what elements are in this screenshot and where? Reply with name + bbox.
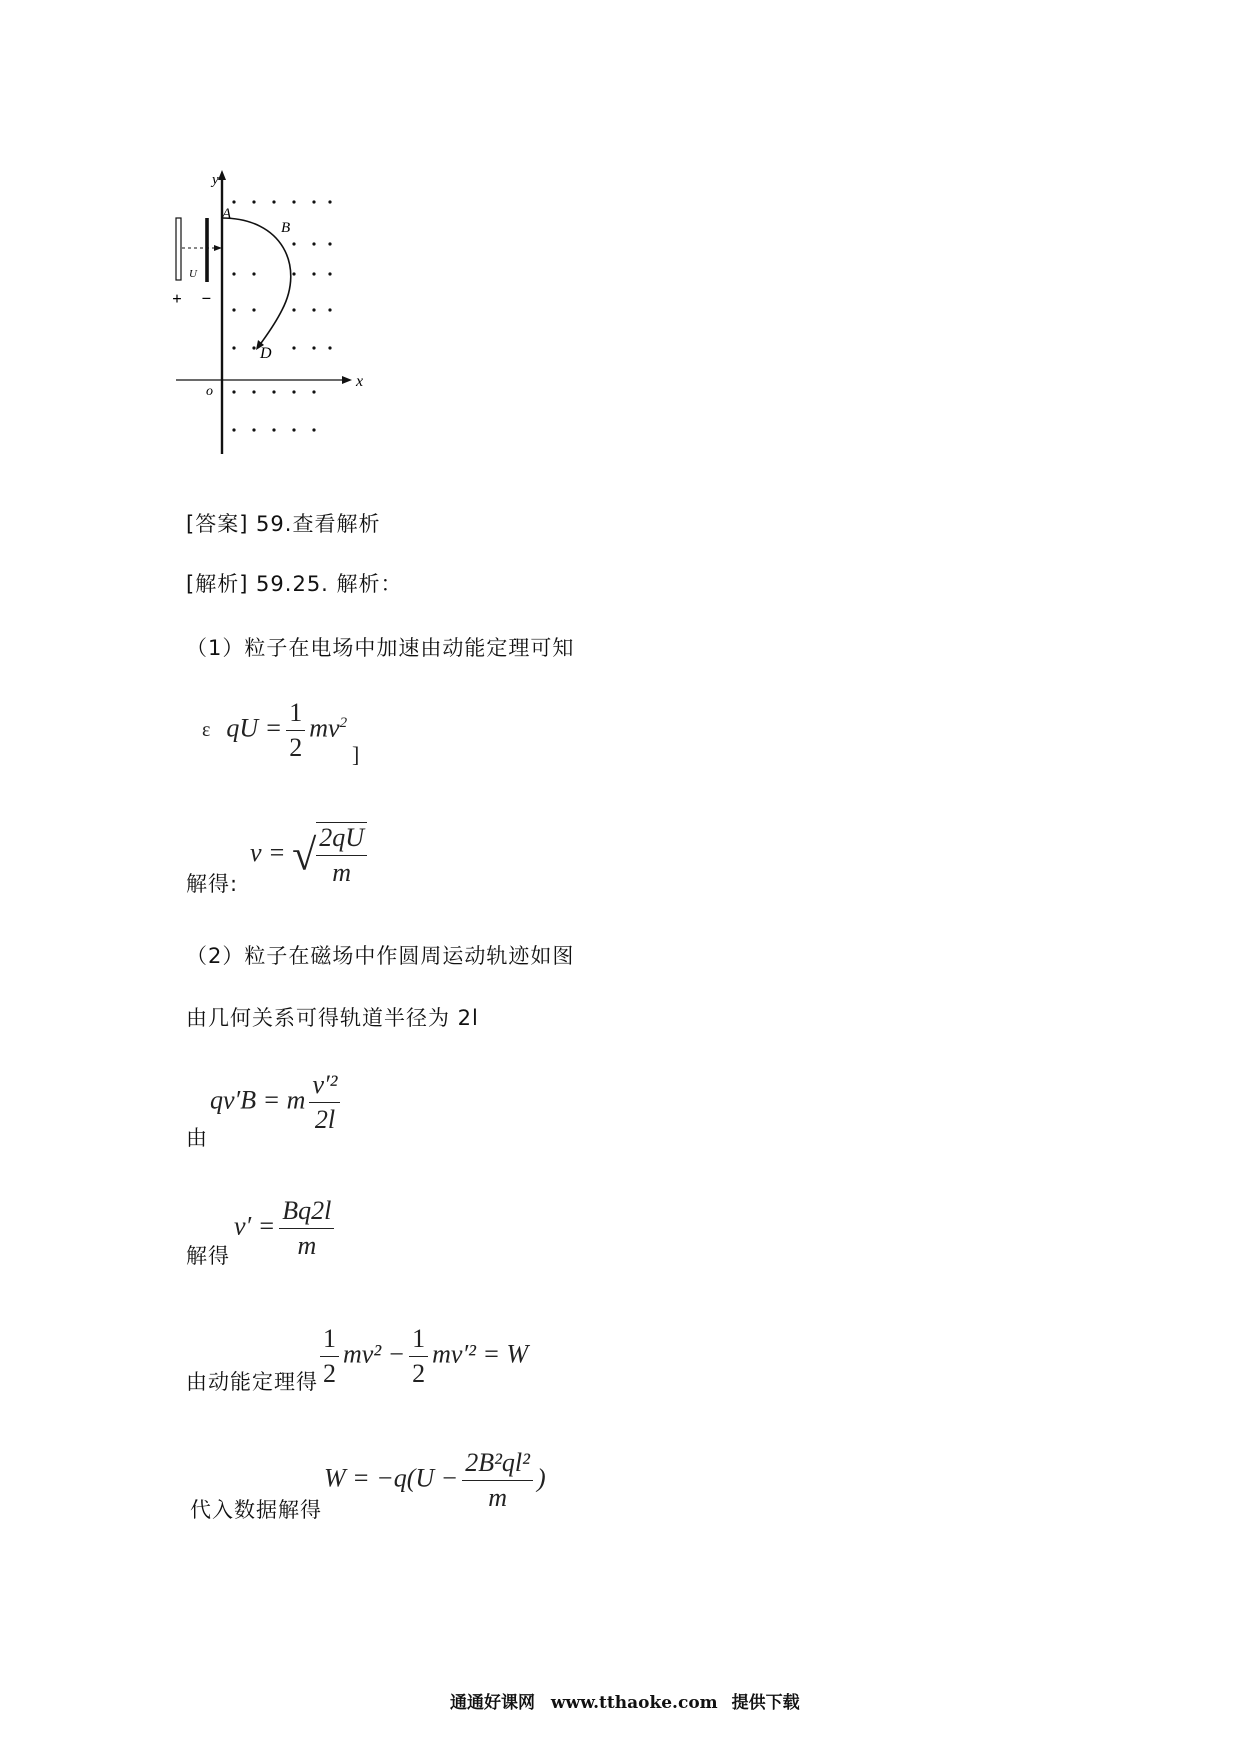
eq1-exp: 2 [339,714,348,731]
eq6-frac-num: 2B²ql² [465,1448,530,1477]
eq3-frac-num: v′² [312,1070,338,1099]
eq4-lhs: v′ = [234,1211,276,1241]
y-axis-label: y [212,172,219,188]
eq1-bracket: ] [352,742,360,767]
eq1-fraction [286,698,305,763]
eq3-label: 由 [186,1126,208,1150]
physics-figure [170,170,410,460]
footer-site-name: 通通好课网 [450,1693,535,1713]
eq1-frac-den: 2 [286,730,305,763]
eq1-frac-num: 1 [289,698,303,727]
eq5-fraction-1 [320,1324,339,1389]
y-axis-arrow [218,170,226,180]
part1-text: （1）粒子在电场中加速由动能定理可知 [186,636,575,660]
x-axis-arrow [342,376,352,384]
eq6-lhs: W = −q(U − [324,1463,459,1493]
eq5-label: 由动能定理得 [186,1370,318,1394]
eq6-frac-den: m [462,1480,533,1513]
eq2-lhs: v = [250,837,286,867]
equation-lorentz [210,1070,344,1135]
origin-label: o [206,384,213,399]
point-b-label: B [281,220,291,236]
solve1-label: 解得: [186,872,239,896]
equation-velocity [250,822,371,888]
eq4-fraction [279,1196,334,1261]
part2-text: （2）粒子在磁场中作圆周运动轨迹如图 [186,944,575,968]
eq5-f1-num: 1 [323,1324,336,1353]
eq4-frac-num: Bq2l [282,1196,332,1225]
eq2-frac-den: m [316,855,367,888]
eq2-fraction [316,822,367,888]
eq4-frac-den: m [279,1228,334,1261]
minus-sign: − [201,289,212,308]
equation-v-prime [234,1196,338,1261]
point-d-label: D [260,345,272,362]
plate-label: U [189,268,197,280]
eq4-label: 解得 [186,1244,230,1268]
trajectory-arc [222,218,291,346]
left-plate [176,218,181,280]
equation-work-result [324,1448,546,1513]
page-footer [450,1688,800,1713]
plus-sign: + [172,289,182,308]
footer-url[interactable]: www.tthaoke.com [550,1693,718,1713]
x-axis-label: x [356,373,364,390]
eq3-frac-den: 2l [309,1102,340,1135]
eq1-lhs: qU = [226,713,283,743]
point-a-label: A [222,206,232,222]
eq5-f2-den: 2 [409,1356,428,1389]
eq6-label: 代入数据解得 [190,1498,322,1522]
eq2-frac-num: 2qU [319,823,365,852]
equation-kinetic-energy [202,698,347,763]
eq3-lhs: qv′B = m [210,1085,306,1115]
eq5-fraction-2 [409,1324,428,1389]
eq1-rhs: mv [309,713,340,743]
eq6-rhs: ) [536,1463,546,1493]
footer-suffix: 提供下载 [731,1693,800,1713]
eq3-fraction [309,1070,340,1135]
answer-line: [答案] 59.查看解析 [186,512,381,536]
analysis-header: [解析] 59.25. 解析： [186,572,403,596]
eq5-term2: mv′² = W [432,1339,529,1369]
eq6-fraction [462,1448,533,1513]
eq5-term1: mv² − [343,1339,406,1369]
equation-work-energy [316,1324,528,1389]
eq5-f2-num: 1 [412,1324,426,1353]
eq5-f1-den: 2 [320,1356,339,1389]
eq1-prefix: ε [202,719,211,742]
radius-text: 由几何关系可得轨道半径为 2l [186,1006,479,1030]
sqrt-sign: √ [292,830,317,880]
